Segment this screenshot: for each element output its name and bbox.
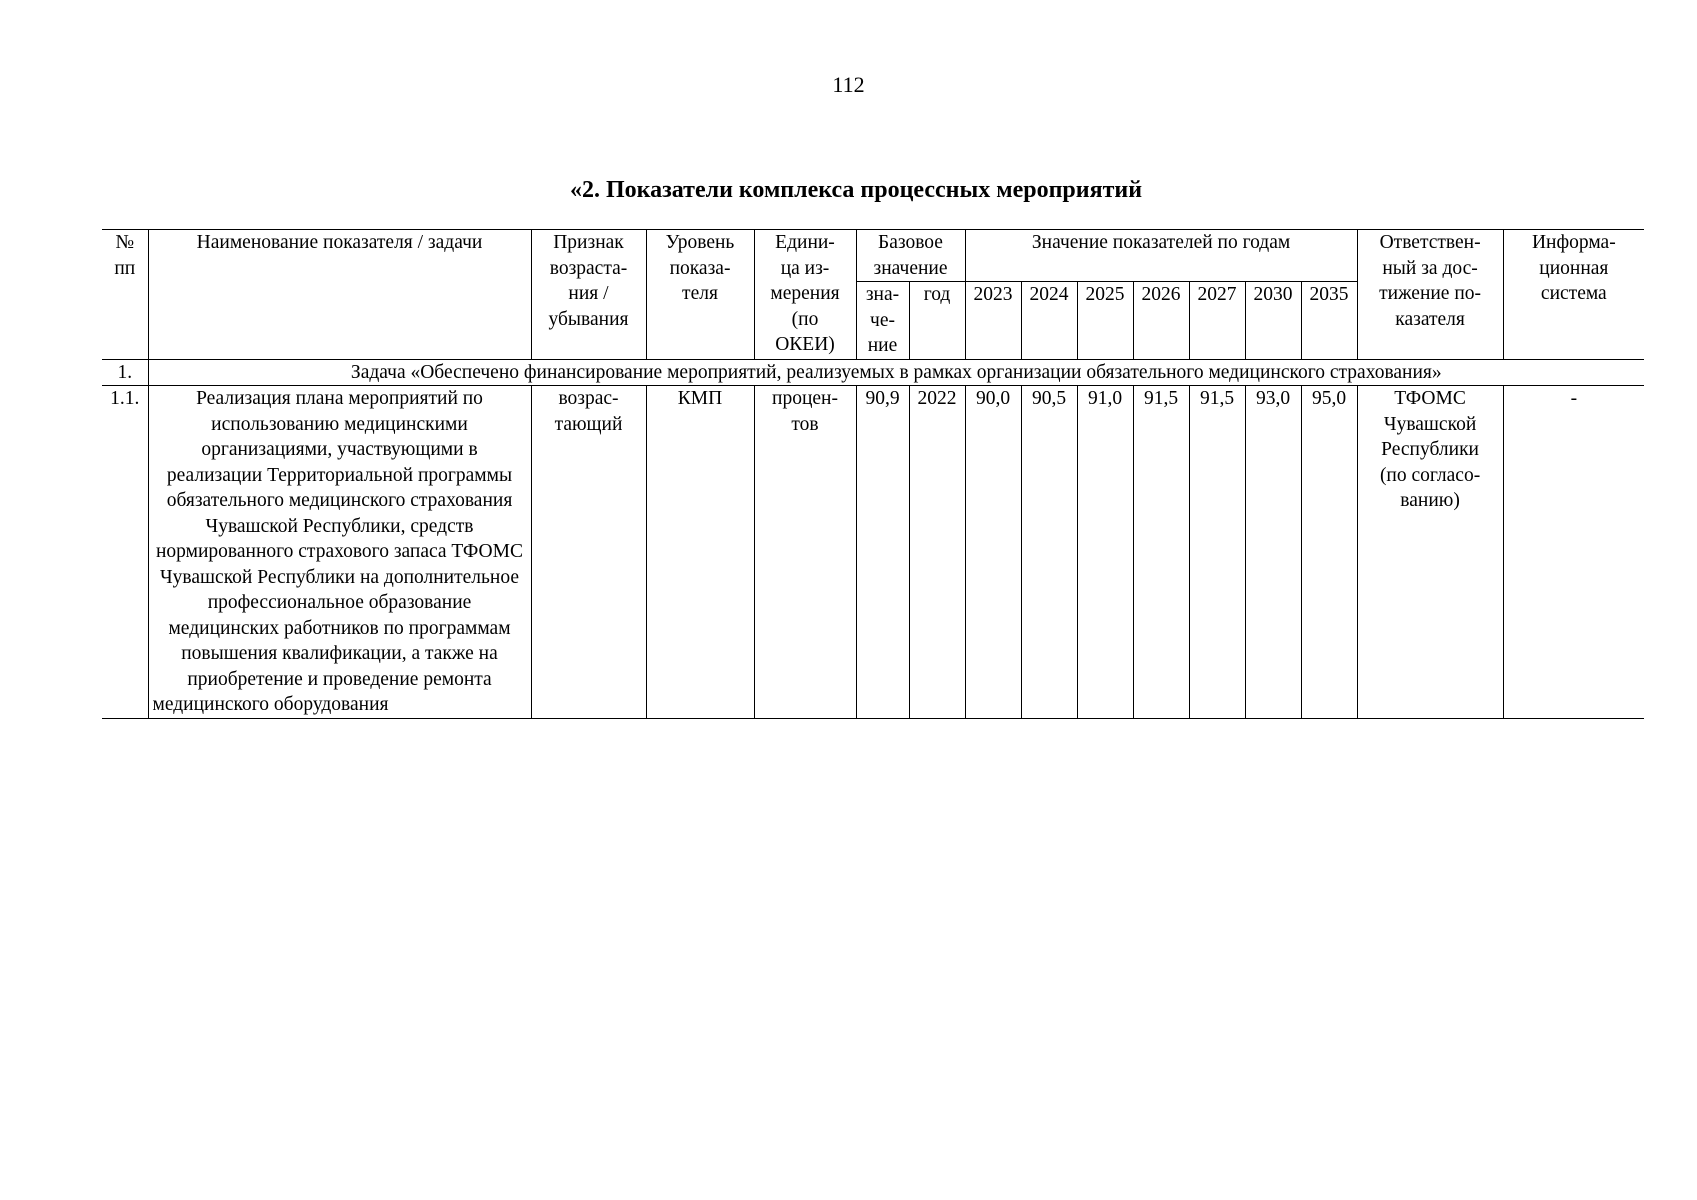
- indicator-value-2025: 91,0: [1077, 386, 1133, 719]
- header-infosystem: Информа- ционная система: [1503, 230, 1644, 360]
- task-text: Задача «Обеспечено финансирование мероприятий, реализуемых в рамках организации обязательного медицинского страхования»: [148, 359, 1644, 386]
- header-year-2025: 2025: [1077, 282, 1133, 360]
- indicator-value-2026: 91,5: [1133, 386, 1189, 719]
- indicator-value-2027: 91,5: [1189, 386, 1245, 719]
- header-responsible: Ответствен- ный за дос- тижение по- казателя: [1357, 230, 1503, 360]
- indicator-no: 1.1.: [102, 386, 148, 719]
- indicator-sign: возрас- тающий: [531, 386, 646, 719]
- indicator-responsible: ТФОМС Чувашской Республики (по согласо- ванию): [1357, 386, 1503, 719]
- indicator-base-value: 90,9: [856, 386, 909, 719]
- header-level: Уровень показа- теля: [646, 230, 754, 360]
- header-row-1: [102, 230, 1644, 282]
- page-number: 112: [832, 72, 865, 97]
- header-year-2027: 2027: [1189, 282, 1245, 360]
- section-title: «2. Показатели комплекса процессных мероприятий: [570, 177, 1143, 203]
- header-name: Наименование показателя / задачи: [148, 230, 531, 360]
- indicator-value-2030: 93,0: [1245, 386, 1301, 719]
- task-row: [102, 359, 1644, 386]
- indicator-value-2023: 90,0: [965, 386, 1021, 719]
- indicators-table: [102, 229, 1644, 719]
- header-base-value: зна- че- ние: [856, 282, 909, 360]
- indicator-value-2024: 90,5: [1021, 386, 1077, 719]
- indicator-name: Реализация плана мероприятий по использованию медицинскими организациями, участвующими в реализации Территориальной программы обязательного медицинского страхования Чувашской Республики, средств нормированного страхового запаса ТФОМС Чувашской Республики на дополнительное профессиональное образование медицинских работников по программам повышения квалификации, а также на приобретение и проведение ремонта медицинского оборудования: [148, 386, 531, 719]
- header-year-2023: 2023: [965, 282, 1021, 360]
- indicator-base-year: 2022: [909, 386, 965, 719]
- header-year-2024: 2024: [1021, 282, 1077, 360]
- header-no: № пп: [102, 230, 148, 360]
- header-year-2026: 2026: [1133, 282, 1189, 360]
- indicator-infosystem: -: [1503, 386, 1644, 719]
- task-no: 1.: [102, 359, 148, 386]
- indicator-value-2035: 95,0: [1301, 386, 1357, 719]
- indicator-level: КМП: [646, 386, 754, 719]
- header-sign: Признак возраста- ния / убывания: [531, 230, 646, 360]
- header-base: Базовое значение: [856, 230, 965, 282]
- header-base-year: год: [909, 282, 965, 360]
- indicator-unit: процен- тов: [754, 386, 856, 719]
- indicator-row: [102, 386, 1644, 719]
- header-year-2030: 2030: [1245, 282, 1301, 360]
- header-years-group: Значение показателей по годам: [965, 230, 1357, 282]
- header-unit: Едини- ца из- мерения (по ОКЕИ): [754, 230, 856, 360]
- header-year-2035: 2035: [1301, 282, 1357, 360]
